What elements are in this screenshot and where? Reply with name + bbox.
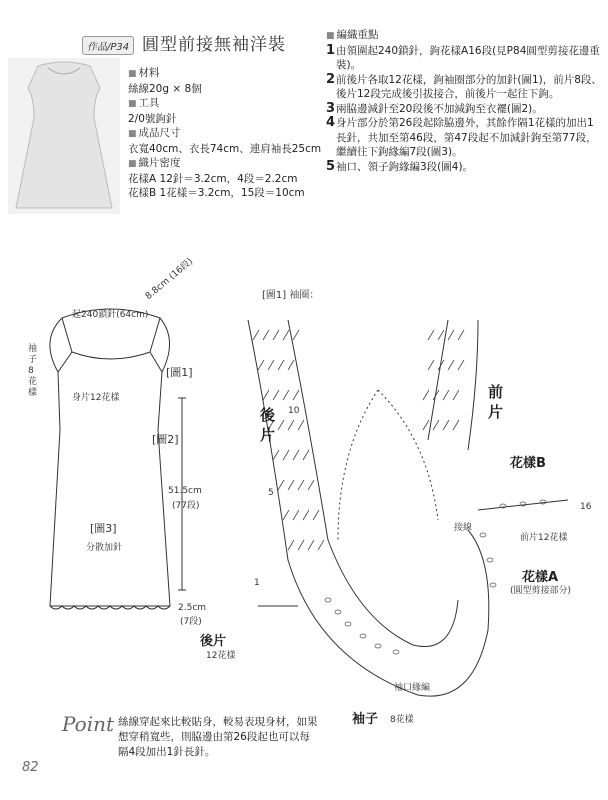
step-text: 袖口、領子鉤緣編3段(圖4)。 xyxy=(336,160,474,173)
gauge-heading: ■ 織片密度 xyxy=(128,156,328,172)
step-number: 5 xyxy=(326,158,336,174)
pattern-a-label: 花樣A xyxy=(522,570,559,585)
armhole-chart xyxy=(228,300,598,720)
dress-schematic xyxy=(0,290,230,640)
row-16: 16 xyxy=(580,502,592,512)
chart-front-label: 前片 xyxy=(488,383,504,421)
scatter-label: 分散加針 xyxy=(86,543,123,553)
row-1: 1 xyxy=(254,578,260,588)
cuff-label: 袖口緣編 xyxy=(394,683,431,693)
hem-rows: (7段) xyxy=(180,617,202,627)
point-text: 絲線穿起來比較貼身，較易表現身材，如果想穿稍寬些，則脇邊由第26段起也可以每隔4段加出1針長針。 xyxy=(118,716,318,758)
step-number: 2 xyxy=(326,71,336,87)
step-number: 4 xyxy=(326,115,336,130)
step-text: 由領圍起240鎖針，鉤花樣A16段(見P84圓型剪接花邊重裝)。 xyxy=(336,44,600,71)
hem-label: 2.5cm xyxy=(178,603,207,613)
fig2-label: [圖2] xyxy=(152,433,179,446)
row-5: 5 xyxy=(268,488,274,498)
fig3-label: [圖3] xyxy=(90,522,117,535)
back12-label: 12花樣 xyxy=(206,651,236,661)
step-number: 3 xyxy=(326,100,336,116)
step-number: 1 xyxy=(326,42,336,58)
note-step xyxy=(326,116,602,160)
chart-back-bottom: 後片 xyxy=(200,634,227,649)
gauge-a: 花樣A 12針＝3.2cm，4段＝2.2cm xyxy=(128,172,298,185)
material-value: 絲線20g × 8個 xyxy=(128,82,202,95)
page-number: 82 xyxy=(22,760,39,775)
tool-heading: ■ 工具 xyxy=(128,96,328,112)
dress-photo xyxy=(8,58,120,214)
front12-label: 前片12花樣 xyxy=(520,533,568,543)
pattern-a-sub: (圓型剪接部分) xyxy=(510,586,572,596)
notes-heading: ■ 編織重點 xyxy=(326,28,602,44)
join-label: 接線 xyxy=(454,523,473,533)
note-step xyxy=(326,44,602,73)
step-text: 兩脇邊減針至20段後不加減鉤至衣襬(圖2)。 xyxy=(336,102,543,115)
dress-illustration xyxy=(8,58,120,214)
chart-back-label: 後片 xyxy=(260,406,276,444)
length-rows: (77段) xyxy=(172,501,200,511)
page-title: 圓型前接無袖洋裝 xyxy=(142,35,286,55)
length-label: 51.5cm xyxy=(168,486,202,496)
gauge-b: 花樣B 1花樣＝3.2cm，15段＝10cm xyxy=(128,187,305,199)
project-tag: 作品/P34 xyxy=(82,36,134,55)
step-text: 身片部分於第26段起除脇邊外，其餘作隔1花樣的加出1長針，共加至第46段，第47段起不加減針鉤至第77段，繼續往下鉤緣編7段(圖3)。 xyxy=(336,117,597,158)
size-value: 衣寬40cm、衣長74cm、連肩袖長25cm xyxy=(128,142,322,155)
row-10: 10 xyxy=(288,406,300,416)
step-text: 前後片各取12花樣，鉤袖圈部分的加針(圖1)，前片8段、後片12段完成後引拔接合，前後片一起往下鉤。 xyxy=(336,73,602,100)
note-step xyxy=(326,160,602,175)
point-label: Point xyxy=(62,712,115,736)
sleeve8-label: 8花樣 xyxy=(390,715,414,725)
size-heading: ■ 成品尺寸 xyxy=(128,126,328,142)
chart-title: [圖1] 袖圈： xyxy=(262,290,320,301)
pattern-b-label: 花樣B xyxy=(510,456,546,471)
chart-sleeve-label: 袖子 xyxy=(352,712,379,727)
body-label: 身片12花樣 xyxy=(72,393,120,403)
material-heading: ■ 材料 xyxy=(128,66,328,82)
sleeve-label: 袖子8花樣 xyxy=(28,344,38,398)
knitting-notes xyxy=(326,28,602,174)
note-step xyxy=(326,102,602,117)
neck-label: 起240鎖針(64cm) xyxy=(72,310,149,320)
note-step xyxy=(326,73,602,102)
fig1-label: [圖1] xyxy=(166,366,193,379)
tool-value: 2/0號鉤針 xyxy=(128,112,177,125)
yoke-label: 8.8cm (16段) xyxy=(143,256,196,302)
specs-block xyxy=(128,66,328,201)
